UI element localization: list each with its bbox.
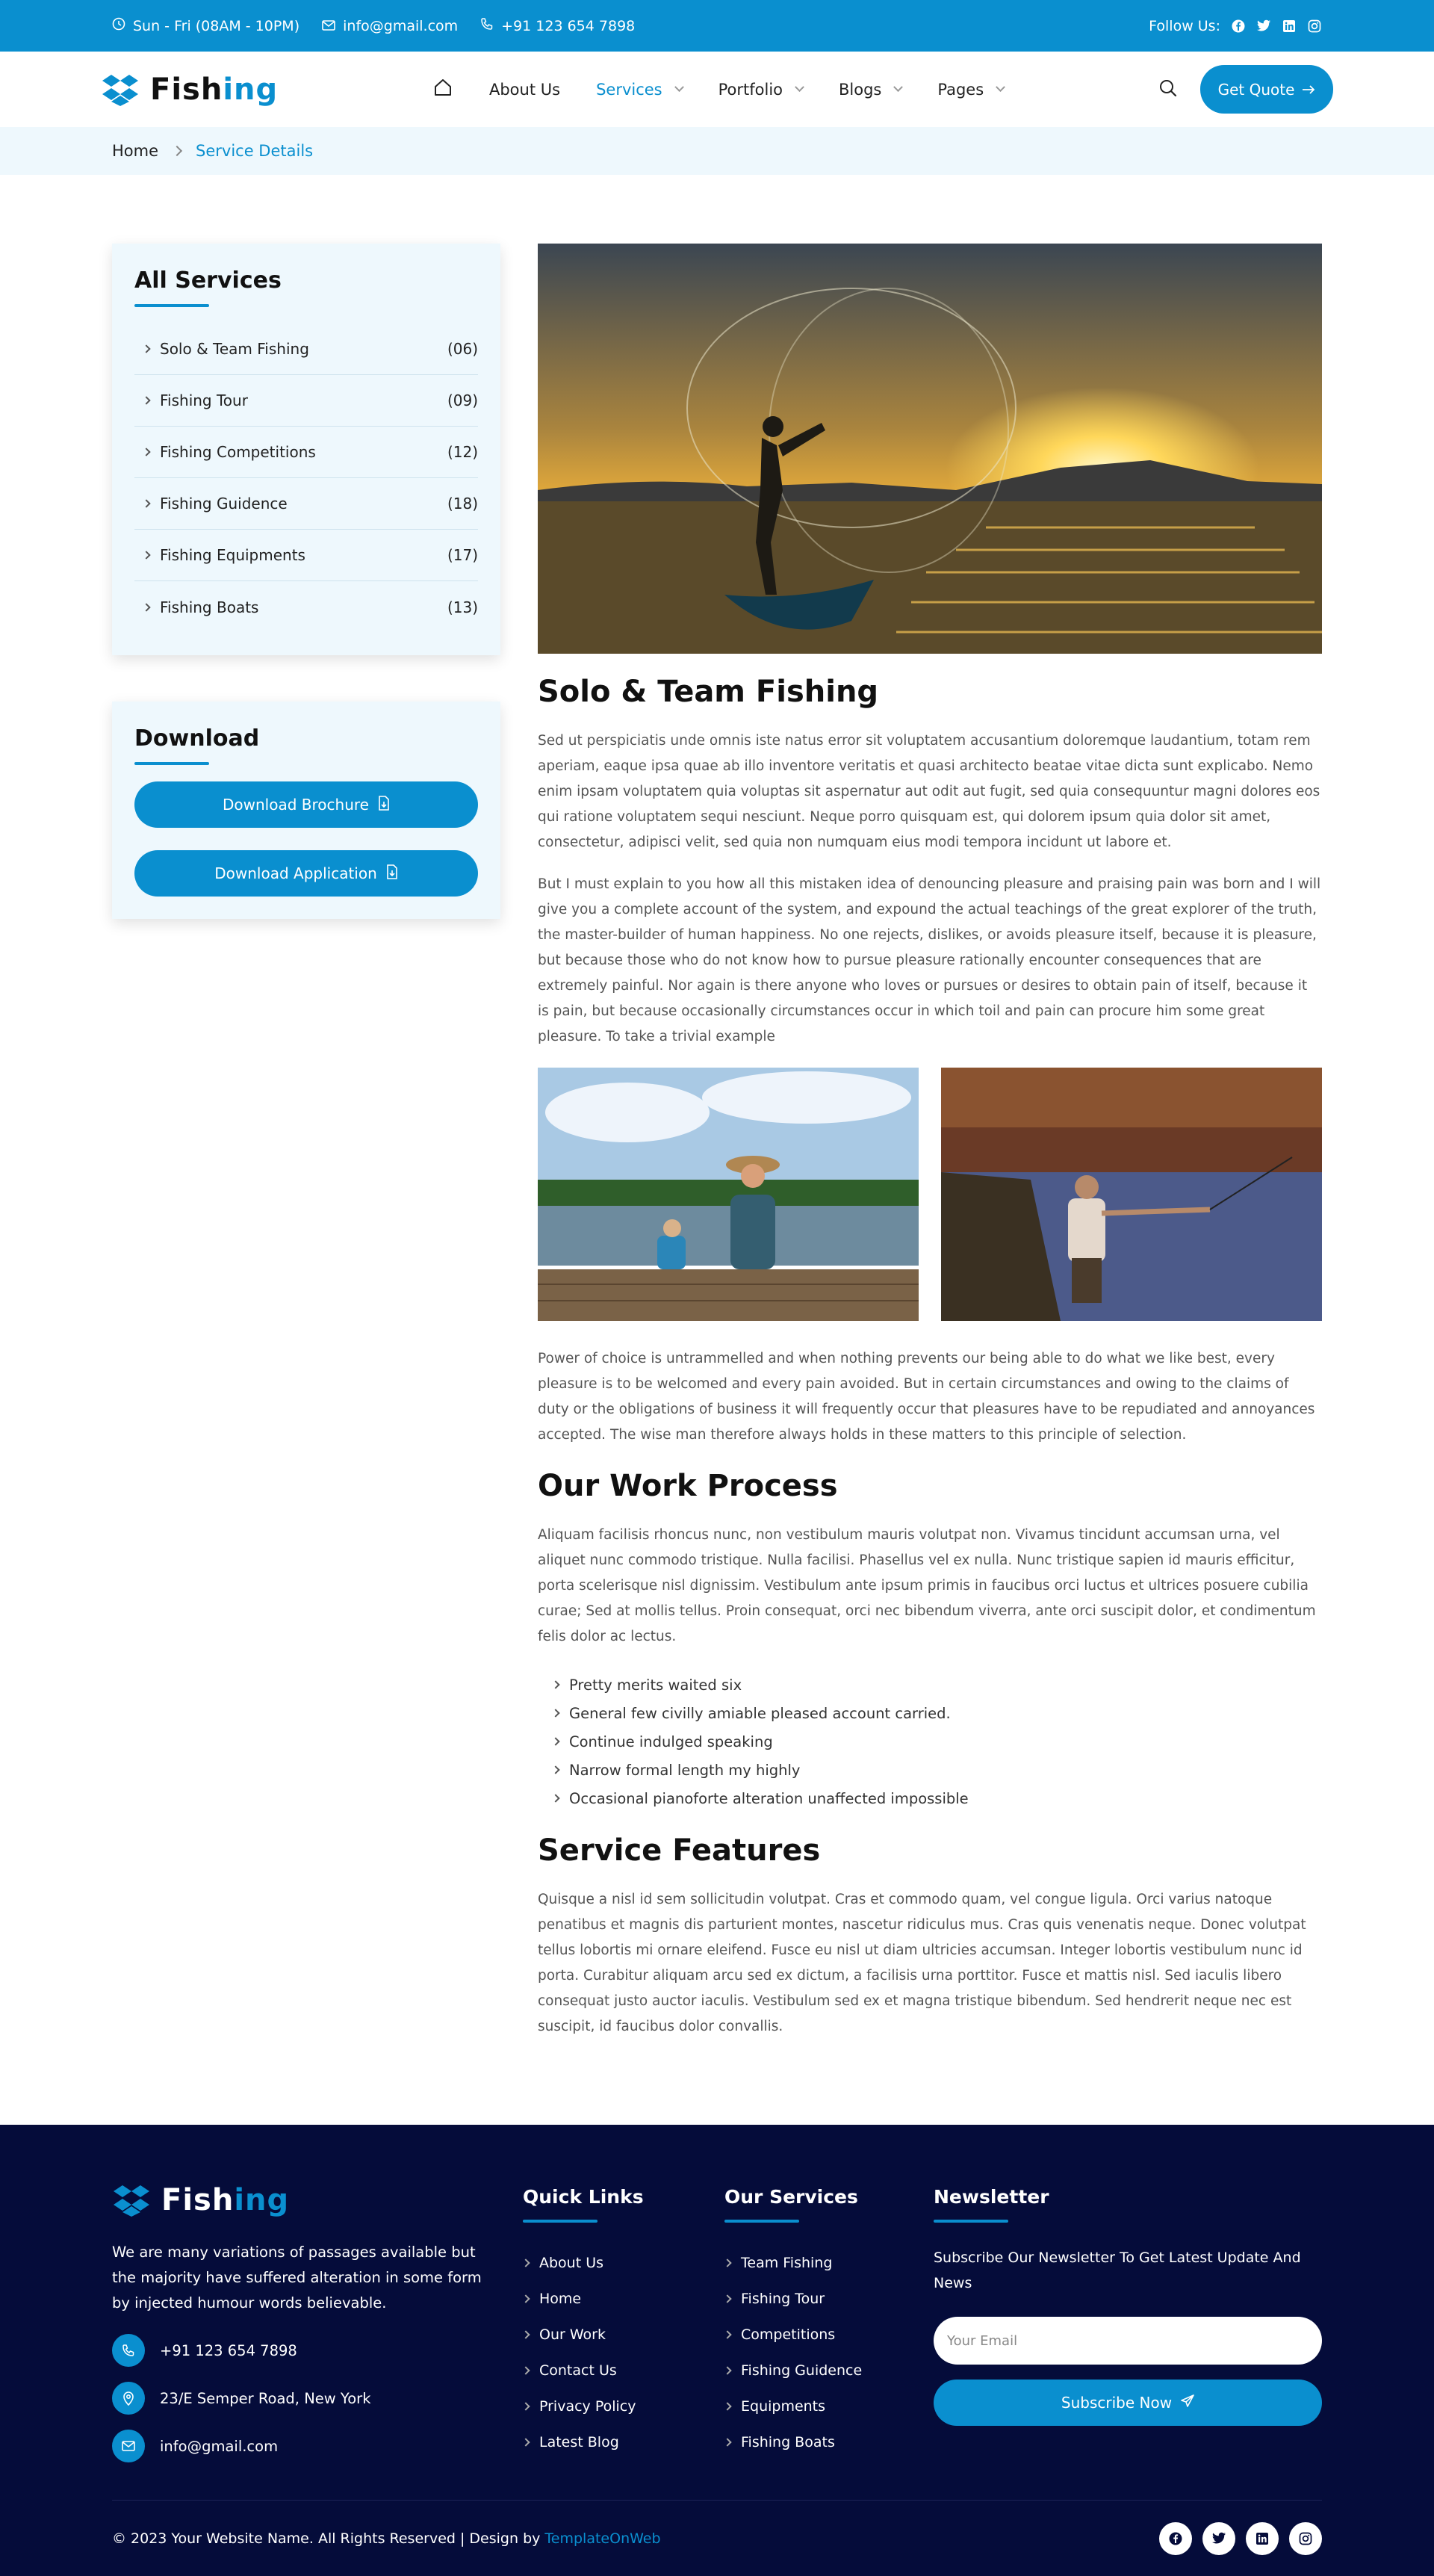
footer-link[interactable]: Home <box>523 2281 702 2317</box>
service-count: (17) <box>447 546 478 564</box>
file-icon <box>386 864 398 883</box>
nav-about-us[interactable]: About Us <box>488 80 561 99</box>
download-application-button[interactable]: Download Application <box>134 850 478 897</box>
chevron-down-icon <box>996 82 1005 92</box>
nav-blogs[interactable]: Blogs <box>839 81 901 99</box>
download-widget-title: Download <box>134 725 260 752</box>
chevron-right-icon <box>142 499 150 507</box>
footer-link[interactable]: About Us <box>523 2245 702 2281</box>
paragraph: Power of choice is untrammelled and when nothing prevents our being able to do what we like best, every pleasure is to be welcomed and every pain avoided. But in certain circumstances and owing to the claims of duty or the obligations of business it will frequently occur that pleasures have to be repudiated and annoyances accepted. The wise man therefore always holds in these matters to this principle of selection. <box>538 1351 1315 1443</box>
title-underline <box>934 2220 1008 2223</box>
nav-pages[interactable]: Pages <box>937 81 1004 99</box>
nav-services[interactable]: Services <box>596 81 683 99</box>
chevron-right-icon <box>142 448 150 456</box>
service-count: (09) <box>447 391 478 409</box>
breadcrumb-home[interactable]: Home <box>112 142 159 160</box>
gallery-image-dock <box>538 1068 919 1321</box>
clock-icon <box>112 17 125 34</box>
chevron-right-icon <box>551 1765 559 1774</box>
chevron-right-icon <box>521 2294 530 2303</box>
list-item: General few civilly amiable pleased account carried. <box>553 1699 1322 1727</box>
main-content <box>0 175 1434 2125</box>
phone-info[interactable] <box>480 17 635 34</box>
subscribe-button[interactable]: Subscribe Now <box>934 2380 1322 2426</box>
newsletter-text: Subscribe Our Newsletter To Get Latest Update And News <box>934 2250 1301 2291</box>
features-title: Service Features <box>538 1833 821 1868</box>
chevron-right-icon <box>521 2366 530 2374</box>
breadcrumb-current: Service Details <box>196 142 314 160</box>
title-underline <box>523 2220 598 2223</box>
chevron-right-icon <box>551 1680 559 1688</box>
service-count: (18) <box>447 495 478 513</box>
twitter-icon[interactable] <box>1202 2522 1235 2555</box>
twitter-icon[interactable] <box>1256 19 1271 34</box>
logo-wordmark: Fishing <box>150 72 279 107</box>
main-header <box>0 52 1434 127</box>
location-icon <box>112 2382 145 2415</box>
mail-icon <box>322 18 335 34</box>
paragraph: Sed ut perspiciatis unde omnis iste natus error sit voluptatem accusantium doloremque laudantium, totam rem aperiam, eaque ipsa quae ab illo inventore veritatis et quasi architecto beatae vitae dicta sunt explicabo. Nemo enim ipsam voluptatem quia voluptas sit aspernatur aut odit aut fugit, sed quia consequuntur magni dolores eos qui ratione voluptatem sequi nesciunt. Neque porro quisquam est, qui dolorem ipsum quia dolor sit amet, consectetur, adipisci velit, sed quia non numquam eius modi tempora incidunt ut labore et. <box>538 733 1320 850</box>
footer-bottom <box>112 2500 1322 2576</box>
footer-logo[interactable]: Fishing <box>112 2183 500 2217</box>
mail-icon <box>112 2430 145 2462</box>
facebook-icon[interactable] <box>1159 2522 1192 2555</box>
main-nav <box>432 77 1004 102</box>
footer-email[interactable]: info@gmail.com <box>112 2422 500 2470</box>
hours-info <box>112 17 299 34</box>
chevron-right-icon <box>551 1794 559 1802</box>
hero-image <box>538 244 1322 654</box>
top-bar <box>0 0 1434 52</box>
gallery-image-shore <box>941 1068 1322 1321</box>
chevron-right-icon <box>723 2402 731 2410</box>
instagram-icon[interactable] <box>1307 19 1322 34</box>
footer-link[interactable]: Latest Blog <box>523 2424 702 2460</box>
phone-icon <box>480 17 494 34</box>
footer-link[interactable]: Fishing Boats <box>724 2424 911 2460</box>
chevron-right-icon <box>551 1709 559 1717</box>
facebook-icon[interactable] <box>1231 19 1246 34</box>
chevron-right-icon <box>521 2438 530 2446</box>
email-text[interactable]: info@gmail.com <box>343 17 459 34</box>
services-widget <box>112 244 500 655</box>
image-gallery <box>538 1068 1322 1321</box>
chevron-down-icon <box>894 82 904 92</box>
footer-link[interactable]: Privacy Policy <box>523 2388 702 2424</box>
get-quote-button[interactable]: Get Quote <box>1200 65 1333 114</box>
phone-text[interactable]: +91 123 654 7898 <box>501 17 636 34</box>
nav-portfolio[interactable]: Portfolio <box>718 81 803 99</box>
service-count: (06) <box>447 340 478 358</box>
footer-phone[interactable]: +91 123 654 7898 <box>112 2326 500 2374</box>
chevron-right-icon <box>142 396 150 404</box>
email-info[interactable] <box>322 18 458 34</box>
arrow-right-icon <box>1302 81 1315 99</box>
list-item: Continue indulged speaking <box>553 1727 1322 1756</box>
chevron-right-icon <box>723 2366 731 2374</box>
chevron-right-icon <box>142 551 150 559</box>
chevron-right-icon <box>723 2258 731 2267</box>
paragraph: Aliquam facilisis rhoncus nunc, non vestibulum mauris volutpat non. Vivamus tincidunt accumsan urna, vel aliquet nunc commodo tristique. Nulla facilisi. Phasellus vel ex nulla. Nunc tristique sapien id mauris efficitur, porta scelerisque nisl dignissim. Vestibulum ante ipsum primis in faucibus orci luctus et ultrices posuere cubilia curae; Sed at mollis tellus. Proin consequat, orci nec bibendum viverra, ante orci suscipit dolor, et condimentum felis dolor ac lectus. <box>538 1527 1316 1644</box>
chevron-right-icon <box>521 2402 530 2410</box>
service-item[interactable]: Fishing Equipments (17) <box>134 530 478 581</box>
process-list <box>553 1671 1322 1812</box>
logo-icon <box>112 2184 151 2217</box>
footer-link[interactable]: Our Work <box>523 2317 702 2353</box>
title-underline <box>724 2220 799 2223</box>
credit-link[interactable]: TemplateOnWeb <box>544 2530 661 2547</box>
chevron-right-icon <box>723 2330 731 2338</box>
service-count: (13) <box>447 598 478 616</box>
services-widget-title: All Services <box>134 267 282 294</box>
service-details <box>538 244 1322 2056</box>
footer-social <box>1159 2522 1322 2555</box>
service-item[interactable]: Solo & Team Fishing (06) <box>134 323 478 375</box>
site-footer <box>0 2125 1434 2576</box>
sidebar <box>112 244 500 2056</box>
send-icon <box>1181 2394 1194 2412</box>
chevron-down-icon <box>674 82 684 92</box>
footer-link[interactable]: Fishing Guidence <box>724 2353 911 2388</box>
footer-services <box>724 2183 911 2470</box>
site-logo[interactable] <box>101 72 278 107</box>
chevron-right-icon <box>172 146 182 156</box>
file-icon <box>378 796 390 814</box>
service-item[interactable]: Fishing Guidence (18) <box>134 478 478 530</box>
process-title: Our Work Process <box>538 1469 838 1503</box>
logo-icon <box>101 73 140 106</box>
newsletter-title: Newsletter <box>934 2186 1049 2208</box>
hours-text: Sun - Fri (08AM - 10PM) <box>133 17 300 34</box>
search-icon[interactable] <box>1158 78 1178 101</box>
title-underline <box>134 304 209 307</box>
footer-link[interactable]: Contact Us <box>523 2353 702 2388</box>
quick-links-title: Quick Links <box>523 2186 644 2208</box>
paragraph: But I must explain to you how all this mistaken idea of denouncing pleasure and praising pain was born and I will give you a complete account of the system, and expound the actual teachings of the great explorer of the truth, the master-builder of human happiness. No one rejects, dislikes, or avoids pleasure itself, because it is pleasure, but because those who do not know how to pursue pleasure rationally encounter consequences that are extremely painful. Nor again is there anyone who loves or pursues or desires to obtain pain of itself, because it is pain, but because occasionally circumstances occur in which toil and pain can procure him some great pleasure. To take a trivial example <box>538 876 1321 1044</box>
footer-link[interactable]: Team Fishing <box>724 2245 911 2281</box>
paragraph: Quisque a nisl id sem sollicitudin volutpat. Cras et commodo quam, vel congue ligula. Orci varius natoque penatibus et magnis dis parturient montes, nascetur ridiculus mus. Cras quis venenatis neque. Donec volutpat tellus lobortis mi ornare eleifend. Fusce eu nisl ut diam ultricies accumsan. Integer lobortis vestibulum nunc id porta. Curabitur aliquam arcu sed ex dictum, a facilisis urna porttitor. Fusce et mattis nisl. Sed iaculis libero consequat justo auctor iaculis. Vestibulum sed ex et magna tristique bibendum. Sed hendrerit neque nec est suscipit, id faucibus dolor convallis. <box>538 1892 1306 2034</box>
phone-icon <box>112 2334 145 2367</box>
chevron-right-icon <box>723 2294 731 2303</box>
download-brochure-button[interactable]: Download Brochure <box>134 781 478 828</box>
footer-link[interactable]: Fishing Tour <box>724 2281 911 2317</box>
services-list <box>134 323 478 633</box>
footer-quick-links <box>523 2183 702 2470</box>
footer-about <box>112 2183 500 2470</box>
instagram-icon[interactable] <box>1289 2522 1322 2555</box>
copyright: © 2023 Your Website Name. All Rights Reserved | Design by TemplateOnWeb <box>112 2530 661 2547</box>
chevron-right-icon <box>551 1737 559 1745</box>
chevron-right-icon <box>142 603 150 611</box>
linkedin-icon[interactable] <box>1282 19 1297 34</box>
list-item: Narrow formal length my highly <box>553 1756 1322 1784</box>
chevron-down-icon <box>795 82 804 92</box>
breadcrumb <box>0 127 1434 175</box>
home-icon[interactable] <box>432 77 453 102</box>
download-widget <box>112 702 500 919</box>
list-item: Occasional pianoforte alteration unaffected impossible <box>553 1784 1322 1812</box>
footer-about-text: We are many variations of passages available but the majority have suffered alteration in some form by injected humour words believable. <box>112 2244 482 2312</box>
footer-link[interactable]: Competitions <box>724 2317 911 2353</box>
footer-address: 23/E Semper Road, New York <box>112 2374 500 2422</box>
service-item[interactable]: Fishing Tour (09) <box>134 375 478 427</box>
service-count: (12) <box>447 443 478 461</box>
linkedin-icon[interactable] <box>1246 2522 1279 2555</box>
chevron-right-icon <box>521 2258 530 2267</box>
our-services-title: Our Services <box>724 2186 858 2208</box>
follow-label: Follow Us: <box>1149 17 1220 34</box>
chevron-right-icon <box>723 2438 731 2446</box>
footer-link[interactable]: Equipments <box>724 2388 911 2424</box>
service-item[interactable]: Fishing Boats (13) <box>134 581 478 633</box>
list-item: Pretty merits waited six <box>553 1671 1322 1699</box>
footer-newsletter <box>934 2183 1322 2470</box>
service-item[interactable]: Fishing Competitions (12) <box>134 427 478 478</box>
newsletter-email-input[interactable]: Your Email <box>934 2317 1322 2365</box>
service-title: Solo & Team Fishing <box>538 675 879 709</box>
chevron-right-icon <box>142 344 150 353</box>
chevron-right-icon <box>521 2330 530 2338</box>
title-underline <box>134 762 209 765</box>
